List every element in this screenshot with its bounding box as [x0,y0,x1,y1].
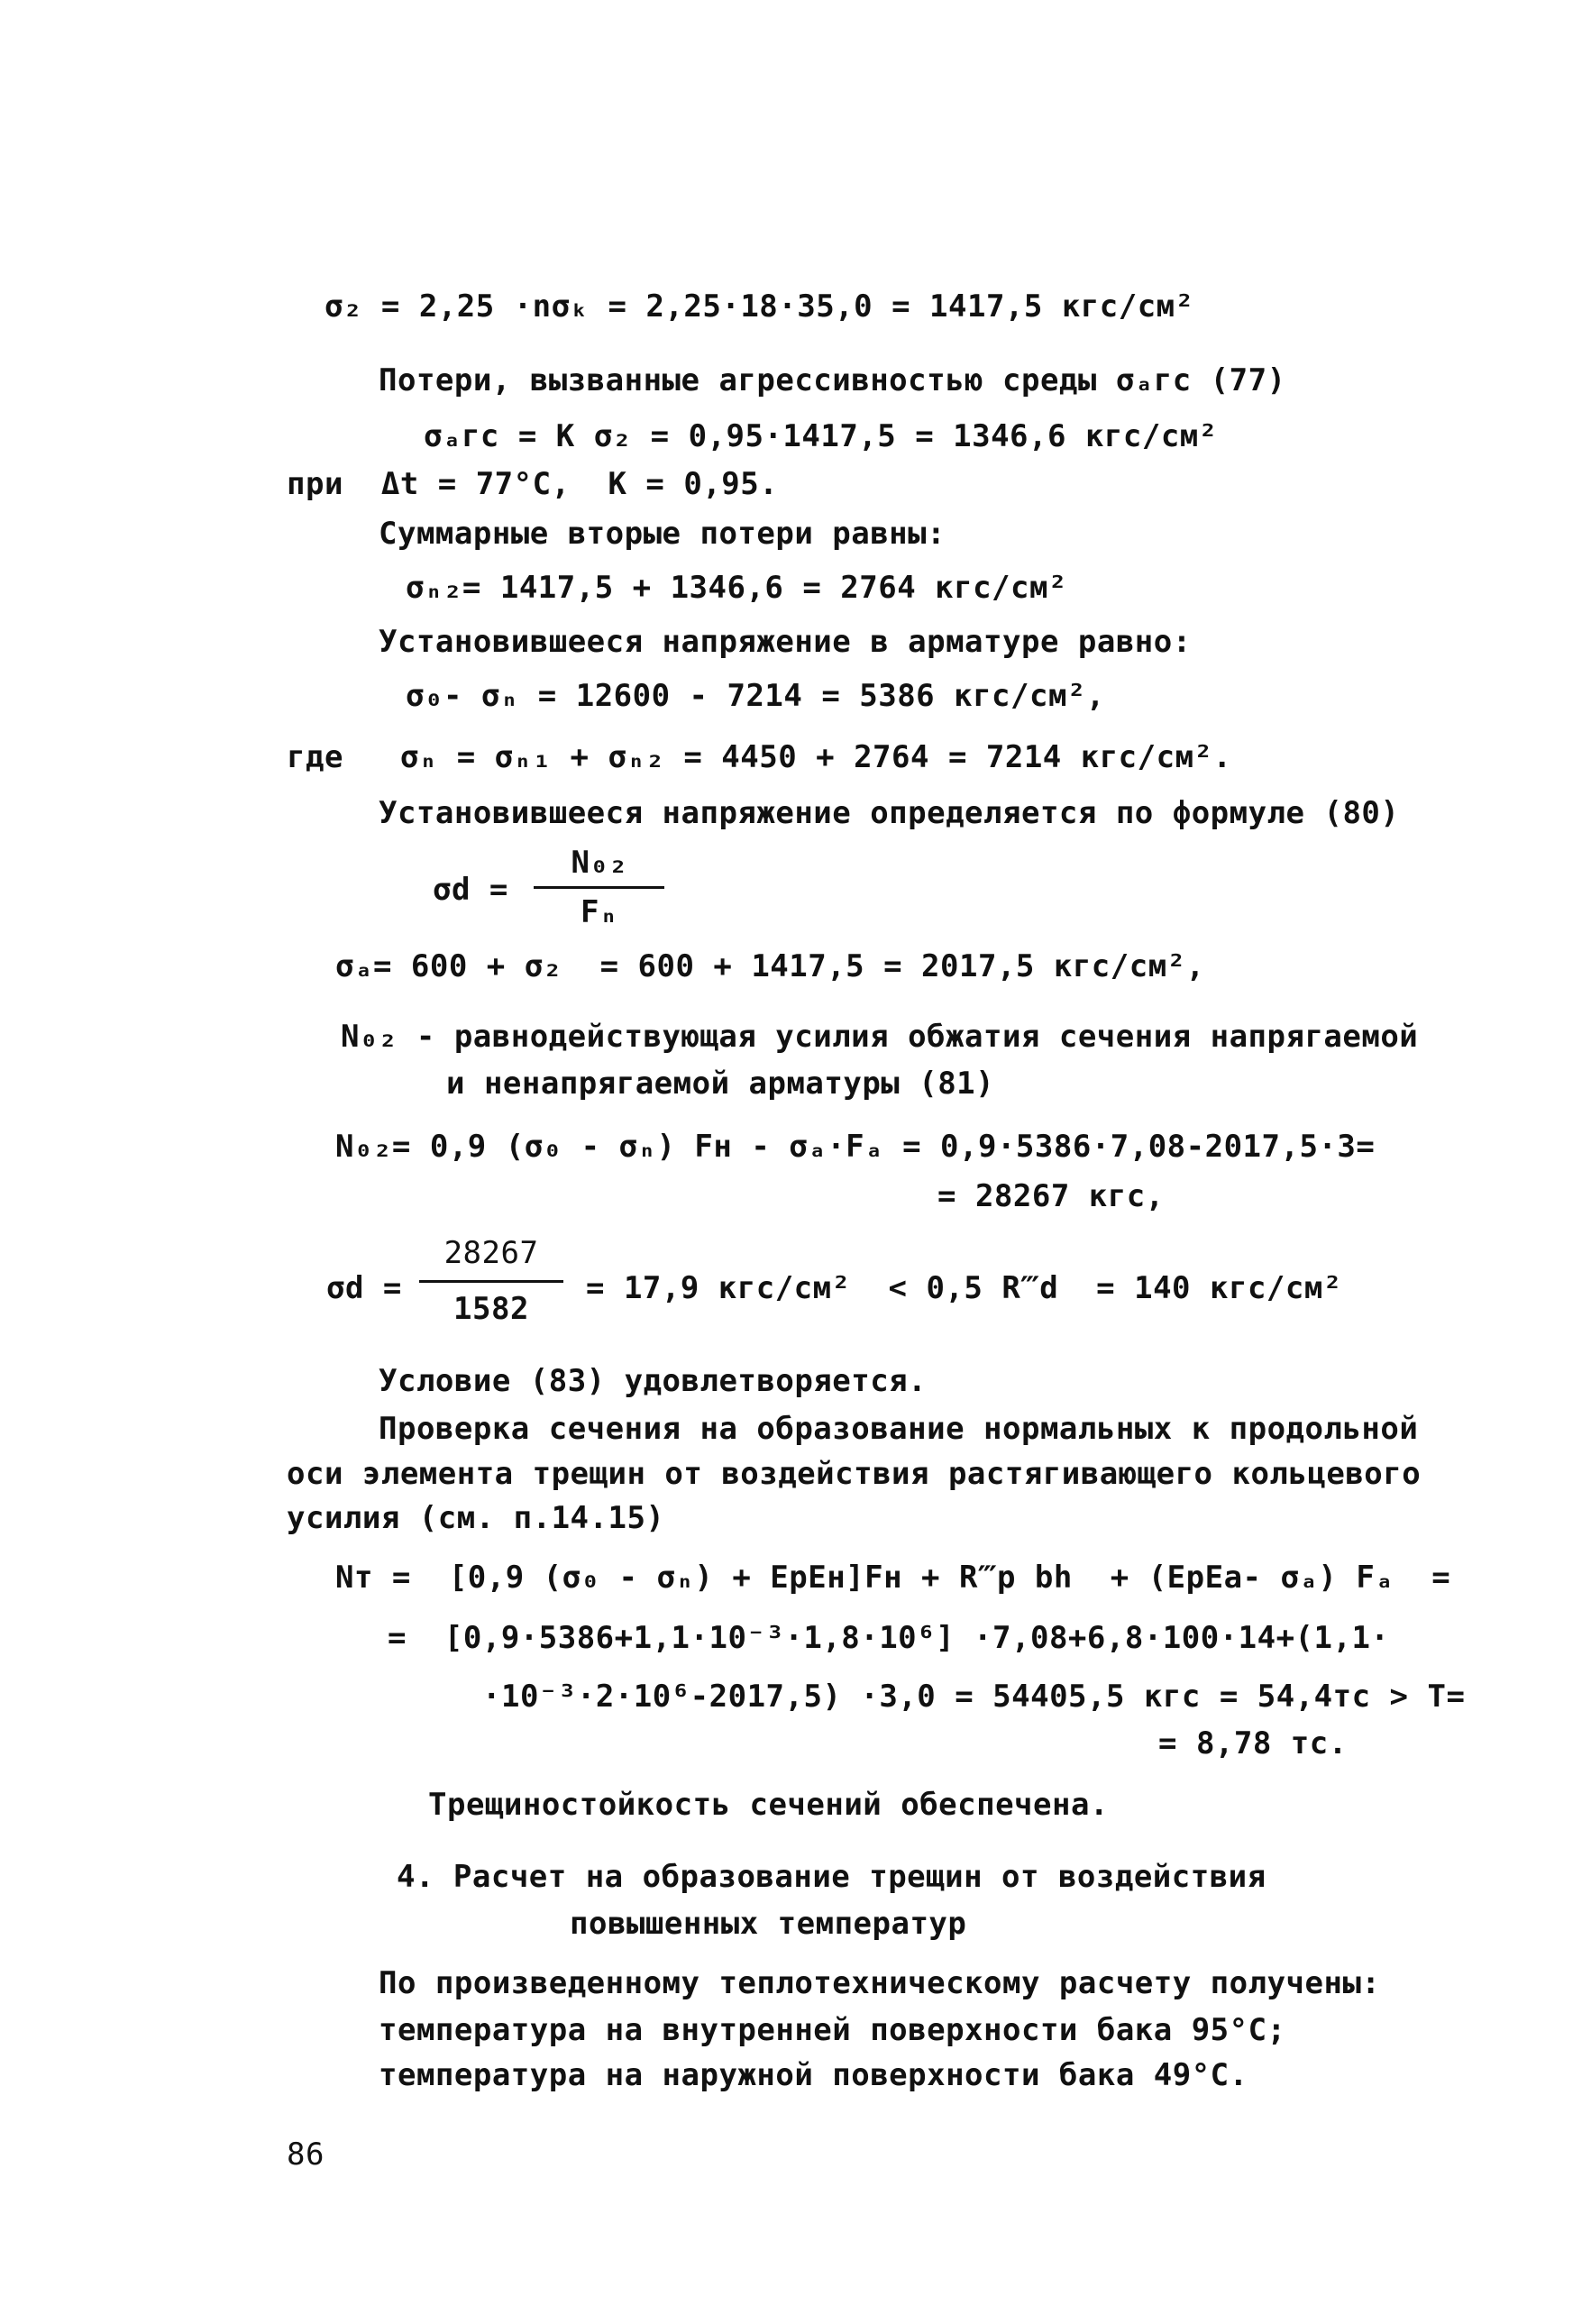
formula-nt: Nт = [0,9 (σ₀ - σₙ) + EpEн]Fн + R‴p bh + (EpEa- σₐ) Fₐ = [335,1560,1451,1596]
fraction2-denominator: 1582 [453,1291,529,1327]
formula-condition: при Δt = 77°C, K = 0,95. [287,466,779,502]
text-check-section-2: оси элемента трещин от воздействия растягивающего кольцевого [287,1456,1422,1492]
formula-nt-cont2: ·10⁻³·2·10⁶-2017,5) ·3,0 = 54405,5 кгс = 54,4тс > T= [482,1679,1466,1715]
formula-sigma-agr: σₐгс = K σ₂ = 0,95·1417,5 = 1346,6 кгс/см² [424,418,1218,454]
formula-sigmad2-rhs: = 17,9 кгс/см² < 0,5 R‴d = 140 кгс/см² [586,1270,1342,1306]
text-check-section-3: усилия (см. п.14.15) [287,1500,665,1536]
formula-sigmad-lhs: σd = [433,872,508,908]
fraction-bar [534,886,664,889]
formula-sigman: где σₙ = σₙ₁ + σₙ₂ = 4450 + 2764 = 7214 кгс/см². [287,739,1232,775]
text-check-section-1: Проверка сечения на образование нормальных к продольной [379,1411,1419,1447]
text-sum-second-losses: Суммарные вторые потери равны: [379,516,946,552]
fraction2-bar [419,1280,563,1283]
formula-sigma2: σ₂ = 2,25 ·nσₖ = 2,25·18·35,0 = 1417,5 кгс/см² [325,288,1194,325]
text-thermal-calc: По произведенному теплотехническому расчету получены: [379,1965,1381,2001]
section-heading-4-cont: повышенных температур [570,1906,967,1942]
section-heading-4: 4. Расчет на образование трещин от воздействия [397,1859,1266,1895]
text-inner-temp: температура на внутренней поверхности бака 95°C; [379,2012,1286,2048]
formula-sigmad2-lhs: σd = [326,1270,402,1306]
formula-sigma0-minus-sigman: σ₀- σₙ = 12600 - 7214 = 5386 кгс/см², [406,678,1105,714]
fraction2-numerator: 28267 [443,1235,539,1271]
text-outer-temp: температура на наружной поверхности бака 49°C. [379,2057,1248,2093]
formula-nt-result: = 8,78 тс. [1158,1725,1348,1761]
formula-n02: N₀₂= 0,9 (σ₀ - σₙ) Fн - σₐ·Fₐ = 0,9·5386·7,08-2017,5·3= [335,1129,1376,1165]
text-losses-aggressive: Потери, вызванные агрессивностью среды σₐгс (77) [379,362,1286,398]
formula-nt-cont1: = [0,9·5386+1,1·10⁻³·1,8·10⁶] ·7,08+6,8·100·14+(1,1· [388,1620,1390,1656]
fraction-denominator: Fₙ [581,894,618,930]
text-condition-83: Условие (83) удовлетворяется. [379,1363,928,1399]
fraction-numerator: N₀₂ [571,845,628,881]
formula-sigma-a: σₐ= 600 + σ₂ = 600 + 1417,5 = 2017,5 кгс/см², [335,948,1205,984]
formula-n02-result: = 28267 кгс, [937,1178,1165,1214]
text-formula-80: Установившееся напряжение определяется по формуле (80) [379,795,1400,831]
text-n02-definition-cont: и ненапрягаемой арматуры (81) [446,1066,995,1102]
text-n02-definition: N₀₂ - равнодействующая усилия обжатия сечения напрягаемой [341,1019,1419,1055]
formula-sigma-n2: σₙ₂= 1417,5 + 1346,6 = 2764 кгс/см² [406,570,1067,606]
text-crack-resistance: Трещиностойкость сечений обеспечена. [428,1787,1109,1823]
page-number: 86 [287,2136,325,2173]
text-established-stress: Установившееся напряжение в арматуре равно: [379,624,1192,660]
